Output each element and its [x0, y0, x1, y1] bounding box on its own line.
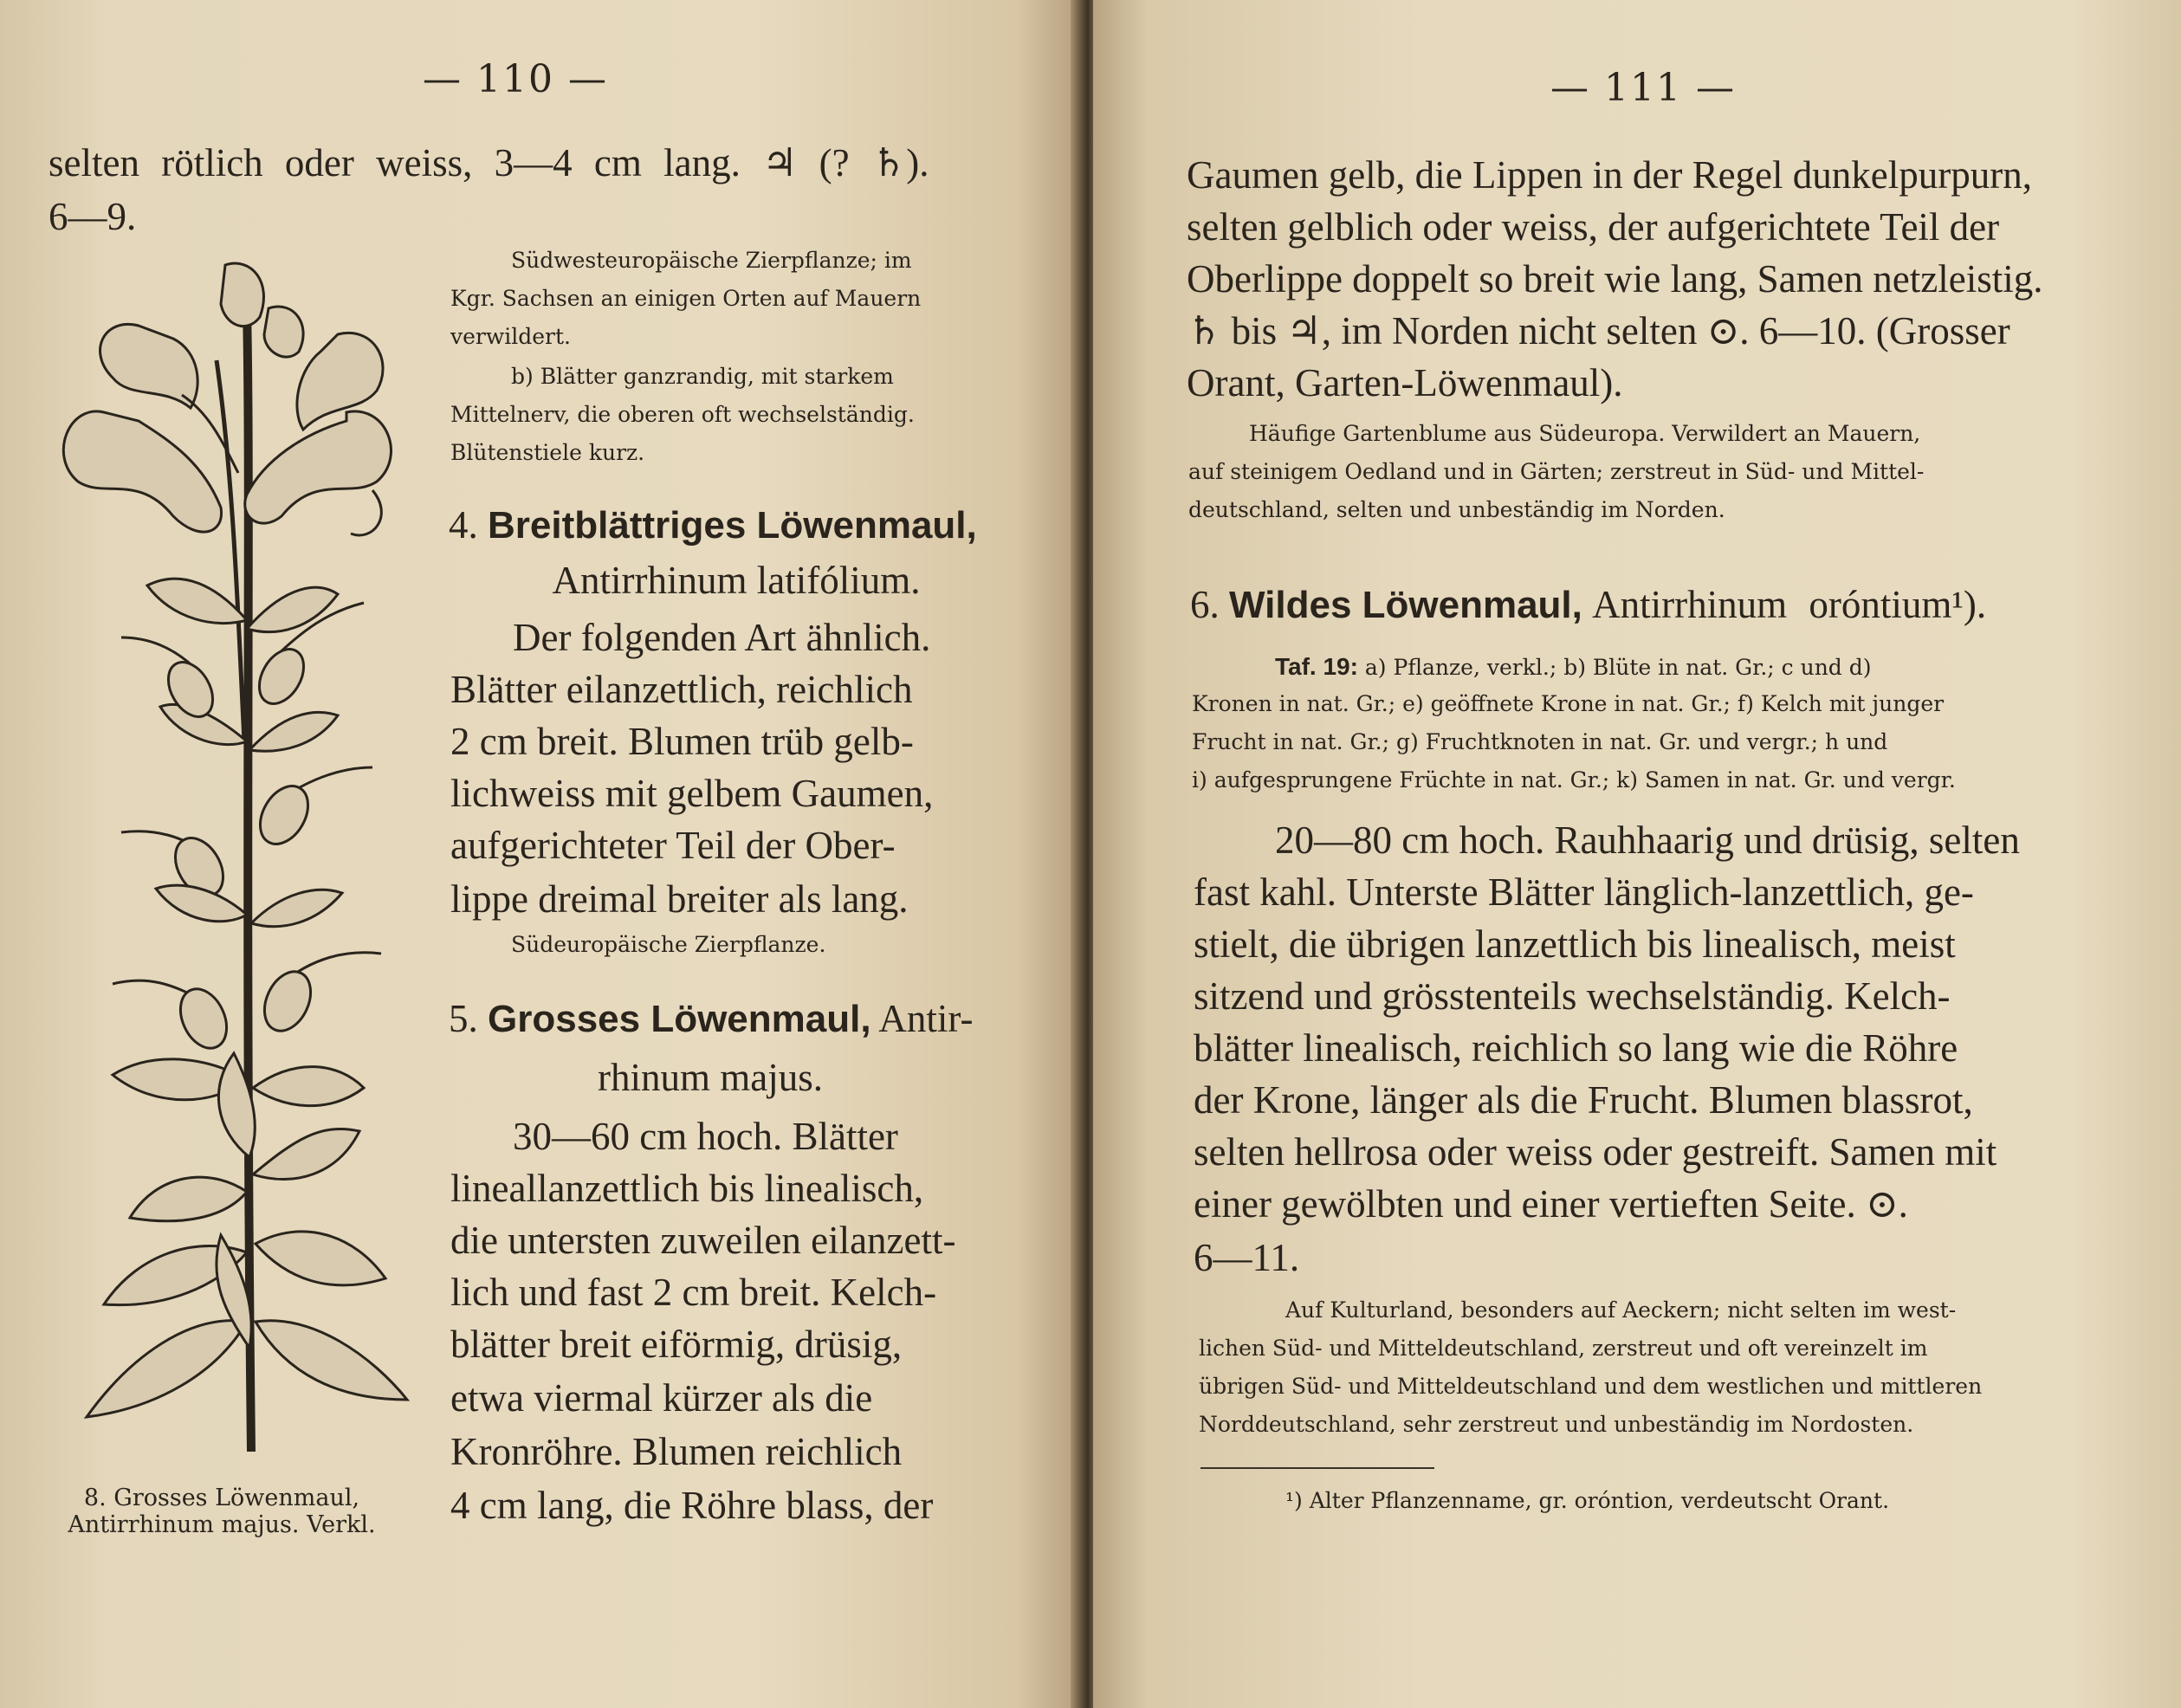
footnote: ¹) Alter Pflanzenname, gr. oróntion, verdeutscht Orant. — [1285, 1488, 1890, 1513]
text-line: 20—80 cm hoch. Rauhhaarig und drüsig, selten — [1275, 818, 2020, 862]
species-4-heading: 4. Breitblättriges Löwenmaul, — [449, 503, 977, 547]
text-line: etwa viermal kürzer als die — [450, 1376, 873, 1420]
snapdragon-illustration-icon — [52, 256, 416, 1469]
text-line: Oberlippe doppelt so breit wie lang, Samen netzleistig. — [1187, 257, 2043, 301]
text-line: Kronröhre. Blumen reichlich — [450, 1430, 903, 1473]
text-line: die untersten zuweilen eilanzett- — [450, 1219, 956, 1262]
text-line: 2 cm breit. Blumen trüb gelb- — [450, 720, 914, 763]
note-line: lichen Süd- und Mitteldeutschland, zerstreut und oft vereinzelt im — [1199, 1336, 1928, 1361]
text-line: blätter linealisch, reichlich so lang wie die Röhre — [1194, 1026, 1958, 1070]
text-line: der Krone, länger als die Frucht. Blumen blassrot, — [1194, 1078, 1973, 1122]
species-5-latin: rhinum majus. — [598, 1056, 823, 1099]
text-line: lippe dreimal breiter als lang. — [450, 877, 909, 921]
taf-line: Kronen in nat. Gr.; e) geöffnete Krone in nat. Gr.; f) Kelch mit junger — [1192, 691, 1945, 716]
taf-line: Taf. 19: a) Pflanze, verkl.; b) Blüte in nat. Gr.; c und d) — [1275, 653, 1872, 680]
text-line: 30—60 cm hoch. Blätter — [513, 1115, 898, 1158]
note-line: Norddeutschland, sehr zerstreut und unbeständig im Nordosten. — [1199, 1412, 1914, 1437]
taf-line: Frucht in nat. Gr.; g) Fruchtknoten in nat. Gr. und vergr.; h und — [1192, 729, 1888, 754]
note-line: Blütenstiele kurz. — [450, 440, 645, 465]
note-line: übrigen Süd- und Mitteldeutschland und dem westlichen und mittleren — [1199, 1374, 1983, 1399]
species-5-heading: 5. Grosses Löwenmaul, Antir- — [449, 997, 974, 1040]
text-line: selten rötlich oder weiss, 3—4 cm lang. ♃ (? ♄). — [49, 141, 929, 184]
text-line: Orant, Garten-Löwenmaul). — [1187, 361, 1623, 404]
right-page — [1093, 0, 2181, 1708]
text-line: selten hellrosa oder weiss oder gestreift. Samen mit — [1194, 1130, 1997, 1174]
text-line: selten gelblich oder weiss, der aufgerichtete Teil der — [1187, 205, 2000, 249]
note-line: auf steinigem Oedland und in Gärten; zerstreut in Süd- und Mittel- — [1188, 459, 1925, 484]
figure-caption: 8. Grosses Löwenmaul, Antirrhinum majus. Verkl. — [68, 1485, 376, 1538]
note-line: Südwesteuropäische Zierpflanze; im — [511, 248, 912, 273]
page-number-111: — 111 — — [1550, 66, 1736, 110]
left-page — [0, 0, 1081, 1708]
note-line: verwildert. — [450, 324, 572, 349]
note-line: deutschland, selten und unbeständig im Norden. — [1188, 497, 1725, 522]
note-line: b) Blätter ganzrandig, mit starkem — [511, 364, 894, 389]
note-line: Mittelnerv, die oberen oft wechselständig. — [450, 402, 915, 427]
text-line: 6—11. — [1194, 1236, 1300, 1279]
note-line: Häufige Gartenblume aus Südeuropa. Verwildert an Mauern, — [1249, 421, 1921, 446]
species-4-latin: Antirrhinum latifólium. — [552, 559, 921, 602]
text-line: Gaumen gelb, die Lippen in der Regel dunkelpurpurn, — [1187, 153, 2032, 197]
page-number-110: — 110 — — [423, 57, 608, 101]
text-line: 4 cm lang, die Röhre blass, der — [450, 1484, 934, 1527]
footnote-rule — [1201, 1467, 1434, 1469]
species-6-heading: 6. Wildes Löwenmaul, Antirrhinum oróntium¹). — [1190, 583, 1987, 626]
text-line: lich und fast 2 cm breit. Kelch- — [450, 1271, 937, 1314]
text-line: stielt, die übrigen lanzettlich bis linealisch, meist — [1194, 922, 1956, 966]
taf-line: i) aufgesprungene Früchte in nat. Gr.; k) Samen in nat. Gr. und vergr. — [1192, 767, 1956, 793]
text-line: Der folgenden Art ähnlich. — [513, 616, 931, 659]
note-line: Kgr. Sachsen an einigen Orten auf Mauern — [450, 286, 922, 311]
text-line: fast kahl. Unterste Blätter länglich-lanzettlich, ge- — [1194, 870, 1974, 914]
text-line: Blätter eilanzettlich, reichlich — [450, 668, 913, 711]
text-line: ♄ bis ♃, im Norden nicht selten ⊙. 6—10. (Grosser — [1187, 309, 2010, 353]
text-line: 6—9. — [49, 195, 137, 238]
note-line: Südeuropäische Zierpflanze. — [511, 932, 826, 957]
text-line: aufgerichteter Teil der Ober- — [450, 824, 896, 867]
text-line: lineallanzettlich bis linealisch, — [450, 1167, 924, 1210]
text-line: lichweiss mit gelbem Gaumen, — [450, 772, 934, 815]
text-line: blätter breit eiförmig, drüsig, — [450, 1323, 903, 1366]
note-line: Auf Kulturland, besonders auf Aeckern; nicht selten im west- — [1285, 1297, 1957, 1323]
text-line: einer gewölbten und einer vertieften Seite. ⊙. — [1194, 1182, 1908, 1226]
text-line: sitzend und grösstenteils wechselständig. Kelch- — [1194, 974, 1951, 1018]
